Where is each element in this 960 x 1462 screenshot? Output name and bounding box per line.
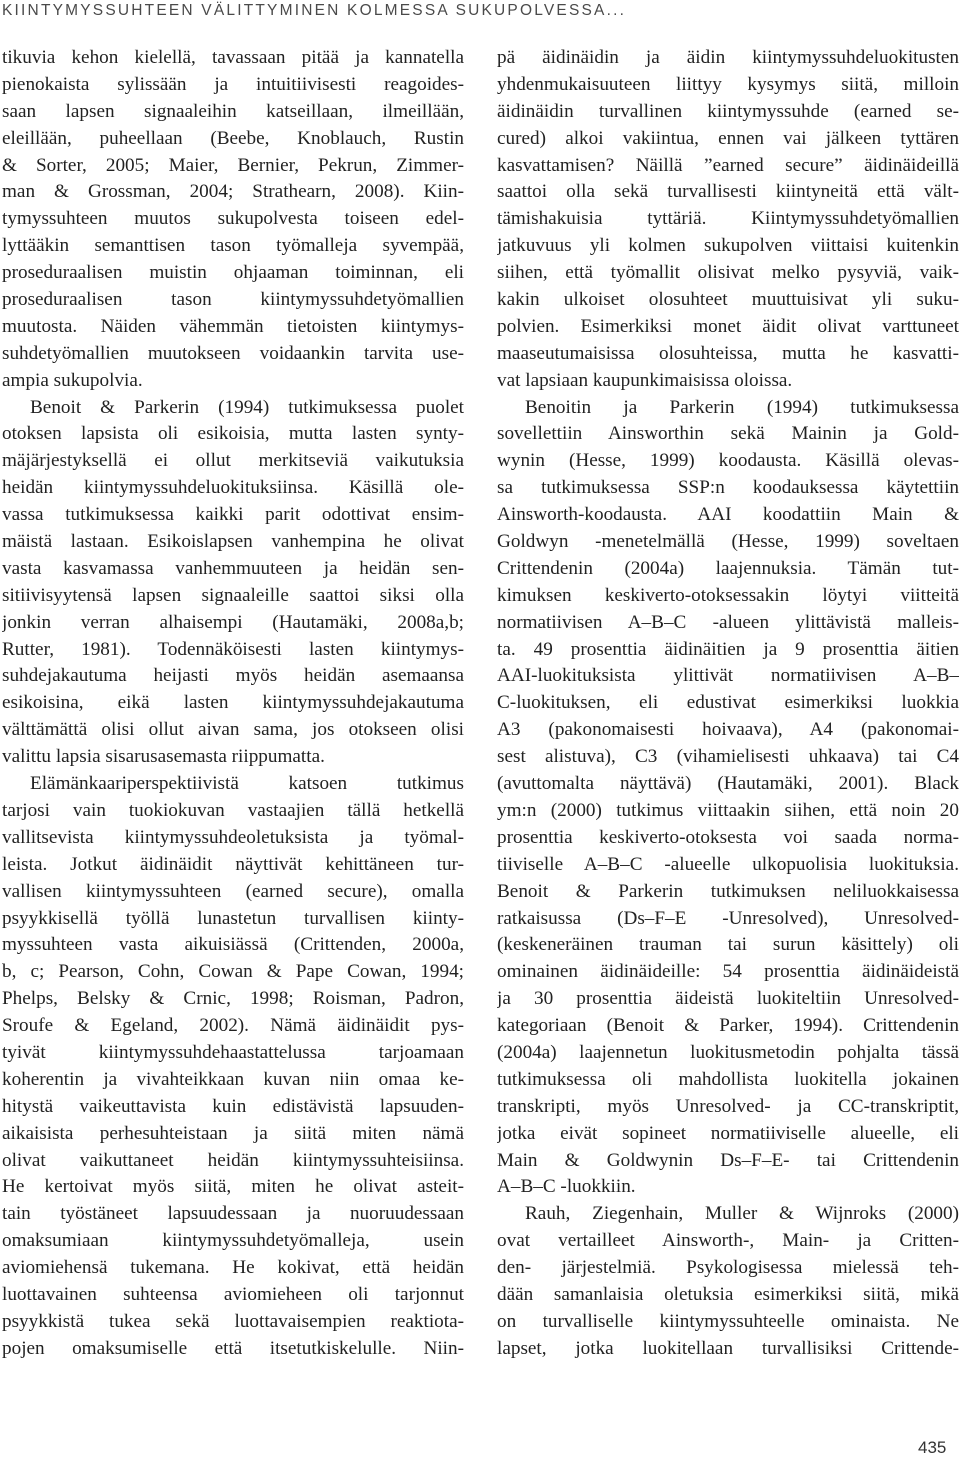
text-line: (2004a) laajennetun luokitusmetodin pohjalta tässä: [497, 1041, 959, 1063]
text-line: yhdenmukaisuuteen liittyy kysymys siitä, milloin: [497, 73, 959, 95]
text-line: eleillään, puheellaan (Beebe, Knoblauch, Rustin: [2, 127, 464, 149]
text-line: vallitsevista kiintymyssuhdeoletuksista ja työmal-: [2, 826, 464, 848]
text-line: leista. Jotkut äidinäidit näyttivät kehittäneen tur-: [2, 853, 464, 875]
text-line: on turvalliselle kiintymyssuhteelle ominaista. Ne: [497, 1310, 959, 1332]
text-line: hitystä vaikeuttavista kuin edistävistä lapsuuden-: [2, 1095, 464, 1117]
text-line: mäjärjestyksellä ei ollut merkitseviä vaikutuksia: [2, 450, 464, 472]
text-line: prosenttia keskiverto-otoksesta voi saada norma-: [497, 826, 959, 848]
text-line: olivat vaikuttaneet heidän kiintymyssuhteisiinsa.: [2, 1149, 464, 1171]
text-line: suhdejakautuma heijasti myös heidän asemaansa: [2, 665, 464, 687]
text-line: dään samanlaisia oletuksia esimerkiksi siitä, mikä: [497, 1283, 959, 1305]
text-line: pojen omaksumiselle että itsetutkiskelulle. Niin-: [2, 1337, 464, 1359]
text-line: lapset, jotka luokitellaan turvallisiksi Crittende-: [497, 1337, 959, 1359]
text-line: Benoit & Parkerin tutkimuksen neliluokkaisessa: [497, 880, 959, 902]
text-line: tyivät kiintymyssuhdehaastattelussa tarjoamaan: [2, 1041, 464, 1063]
text-line: siihen, että työmallit olisivat melko pysyviä, vaik-: [497, 262, 959, 284]
text-line: Rauh, Ziegenhain, Muller & Wijnroks (2000): [525, 1203, 959, 1225]
text-line: ominainen äidinäideille: 54 prosenttia äidinäideistä: [497, 961, 959, 983]
text-line: heidän kiintymyssuhdeluokituksiinsa. Käsillä ole-: [2, 477, 464, 499]
text-line: Rutter, 1981). Todennäköisesti lasten kiintymys-: [2, 638, 464, 660]
text-line: b, c; Pearson, Cohn, Cowan & Pape Cowan, 1994;: [2, 961, 464, 983]
text-line: vassa tutkimuksessa kaikki parit odottivat ensim-: [2, 504, 464, 526]
text-line: jotka eivät sopineet normatiiviselle alueelle, eli: [497, 1122, 959, 1144]
text-line: koherentin ja vivahteikkaan kuvan niin omaa ke-: [2, 1068, 464, 1090]
text-line: sovellettiin Ainsworthin sekä Mainin ja Gold-: [497, 423, 959, 445]
text-line: esikoisina, eikä lasten kiintymyssuhdejakautuma: [2, 692, 464, 714]
text-line: jonkin verran alhaisempi (Hautamäki, 2008a,b;: [2, 611, 464, 633]
text-line: sa tutkimuksessa SSP:n koodauksessa käytettiin: [497, 477, 959, 499]
text-line: Benoitin ja Parkerin (1994) tutkimuksessa: [525, 396, 959, 418]
text-line: tikuvia kehon kielellä, tavassaan pitää ja kannatella: [2, 47, 464, 68]
text-line: proseduraalisen muistin ohjaaman toiminnan, eli: [2, 262, 464, 284]
text-line: muutosta. Näiden vähemmän tietoisten kiintymys-: [2, 315, 464, 337]
text-line: tutkimuksessa oli mahdollista luokitella jokainen: [497, 1068, 959, 1090]
text-line: den- järjestelmiä. Psykologisessa mielessä teh-: [497, 1257, 959, 1279]
text-line: kategoriaan (Benoit & Parker, 1994). Crittendenin: [497, 1015, 959, 1037]
text-line: vallisen kiintymyssuhteen (earned secure), omalla: [2, 880, 464, 902]
text-line: transkripti, myös Unresolved- ja CC-transkriptit,: [497, 1095, 959, 1117]
text-column-left: [2, 45, 464, 1363]
text-line: aviomiehensä tukemana. He kokivat, että heidän: [2, 1257, 464, 1279]
text-line: C-luokituksen, eli edustivat esimerkiksi luokkia: [497, 692, 959, 714]
page-number: 435: [918, 1438, 947, 1457]
text-line: jatkuvuus yli kolmen sukupolven viittaisi kuitenkin: [497, 235, 959, 257]
text-line: psyykkistä tukea sekä luottavaisempien reaktiota-: [2, 1310, 464, 1332]
text-line: psyykkisellä työllä lunastetun turvallisen kiinty-: [2, 907, 464, 929]
text-line: otoksen lapsista oli esikoisia, mutta lasten synty-: [2, 423, 464, 445]
text-line: kasvattamisen? Näillä ”earned secure” äidinäideillä: [497, 154, 959, 176]
text-line: omaksumiaan kiintymyssuhdetyömalleja, usein: [2, 1230, 464, 1252]
text-line: saattoi olla sekä turvallisesti kiintyneitä että vält-: [497, 181, 959, 203]
text-line: kakin ulkoiset olosuhteet muuttuisivat yli suku-: [497, 289, 959, 311]
text-line: ta. 49 prosenttia äidinäitien ja 9 prosenttia äitien: [497, 638, 959, 660]
text-line: Phelps, Belsky & Crnic, 1998; Roisman, Padron,: [2, 988, 464, 1010]
text-line: valittu lapsia sisarusasemasta riippumatta.: [2, 746, 325, 768]
text-line: Main & Goldwynin Ds–F–E- tai Crittendenin: [497, 1149, 959, 1171]
text-line: äidinäidin turvallinen kiintymyssuhde (earned se-: [497, 100, 959, 122]
text-line: He kertoivat myös siitä, miten he olivat asteit-: [2, 1176, 464, 1198]
text-line: suhdetyömallien muutokseen voidaankin tarvita use-: [2, 342, 464, 364]
text-line: saan lapsen signaaleihin katseillaan, ilmeillään,: [2, 100, 464, 122]
text-line: vasta kasvamassa vanhemmuuteen ja heidän sen-: [2, 557, 464, 579]
text-line: Ainsworth-koodausta. AAI koodattiin Main &: [497, 504, 959, 526]
text-line: ym:n (2000) tutkimus viittaakin siihen, että noin 20: [497, 799, 959, 821]
text-line: sest alistuva), C3 (vihamielisesti uhkaava) tai C4: [497, 746, 959, 768]
text-line: AAI-luokituksista ylittivät normatiivisen A–B–: [497, 665, 959, 687]
text-line: polvien. Esimerkiksi monet äidit olivat varttuneet: [497, 315, 959, 337]
text-line: kimuksen keskiverto-otoksessakin löytyi viitteitä: [497, 584, 959, 606]
text-line: A–B–C -luokkiin.: [497, 1176, 636, 1198]
text-line: man & Grossman, 2004; Strathearn, 2008). Kiin-: [2, 181, 464, 203]
text-line: wynin (Hesse, 1999) koodausta. Käsillä olevas-: [497, 450, 959, 472]
text-line: tymyssuhteen muutos sukupolvesta toiseen edel-: [2, 208, 464, 230]
text-line: tämishakuisia tyttäriä. Kiintymyssuhdetyömallien: [497, 208, 959, 230]
text-line: tarjosi vain tuokiokuvan vastaajien tällä hetkellä: [2, 799, 464, 821]
text-line: proseduraalisen tason kiintymyssuhdetyömallien: [2, 289, 464, 311]
text-column-right: [497, 45, 959, 1363]
running-head: KIINTYMYSSUHTEEN VÄLITTYMINEN KOLMESSA SUKUPOLVESSA...: [2, 2, 627, 19]
text-line: ja 30 prosenttia äideistä luokiteltiin Unresolved-: [497, 988, 959, 1010]
text-line: normatiivisen A–B–C -alueen ylittävistä malleis-: [497, 611, 959, 633]
text-line: myssuhteen vasta aikuisiässä (Crittenden, 2000a,: [2, 934, 464, 956]
text-line: tain työstäneet lapsuudessaan ja nuoruudessaan: [2, 1203, 464, 1225]
text-line: pä äidinäidin ja äidin kiintymyssuhdeluokitusten: [497, 47, 959, 68]
text-line: cured) alkoi vakiintua, ennen vai jälkeen tyttären: [497, 127, 959, 149]
text-line: & Sorter, 2005; Maier, Bernier, Pekrun, Zimmer-: [2, 154, 464, 176]
text-line: Benoit & Parkerin (1994) tutkimuksessa puolet: [30, 396, 464, 418]
text-line: Elämänkaariperspektiivistä katsoen tutkimus: [30, 773, 464, 795]
text-line: ampia sukupolvia.: [2, 369, 143, 391]
text-line: Sroufe & Egeland, 2002). Nämä äidinäidit pys-: [2, 1015, 464, 1037]
text-line: Crittendenin (2004a) laajennuksia. Tämän tut-: [497, 557, 959, 579]
text-line: tiiviselle A–B–C -alueelle ulkopuolisia luokituksia.: [497, 853, 959, 875]
text-line: vat lapsiaan kaupunkimaisissa oloissa.: [497, 369, 793, 391]
text-line: luottavainen suhteensa aviomieheen oli tarjonnut: [2, 1283, 464, 1305]
text-line: ratkaisussa (Ds–F–E -Unresolved), Unresolved-: [497, 907, 959, 929]
text-line: maaseutumaisissa olosuhteissa, mutta he kasvatti-: [497, 342, 959, 364]
text-line: sitiivisyytensä lapsen signaaleille saattoi siksi olla: [2, 584, 464, 606]
text-line: A3 (pakonomaisesti hoivaava), A4 (pakonomai-: [497, 719, 959, 741]
text-line: pienokaista sylissään ja intuitiivisesti reagoides-: [2, 73, 464, 95]
text-line: välttämättä olisi ollut aivan sama, jos otokseen olisi: [2, 719, 464, 741]
text-line: mäistä lastaan. Esikoislapsen vanhempina he olivat: [2, 531, 464, 553]
text-line: ovat vertailleet Ainsworth-, Main- ja Critten-: [497, 1230, 959, 1252]
text-line: (avuttomalta näyttävä) (Hautamäki, 2001). Black: [497, 773, 959, 795]
text-line: aikaisista perhesuhteistaan ja siitä miten nämä: [2, 1122, 464, 1144]
text-line: (keskeneräinen trauman tai surun käsittely) oli: [497, 934, 959, 956]
text-line: Goldwyn -menetelmällä (Hesse, 1999) soveltaen: [497, 531, 959, 553]
text-line: lyttääkin semanttisen tason työmalleja syvempää,: [2, 235, 464, 257]
